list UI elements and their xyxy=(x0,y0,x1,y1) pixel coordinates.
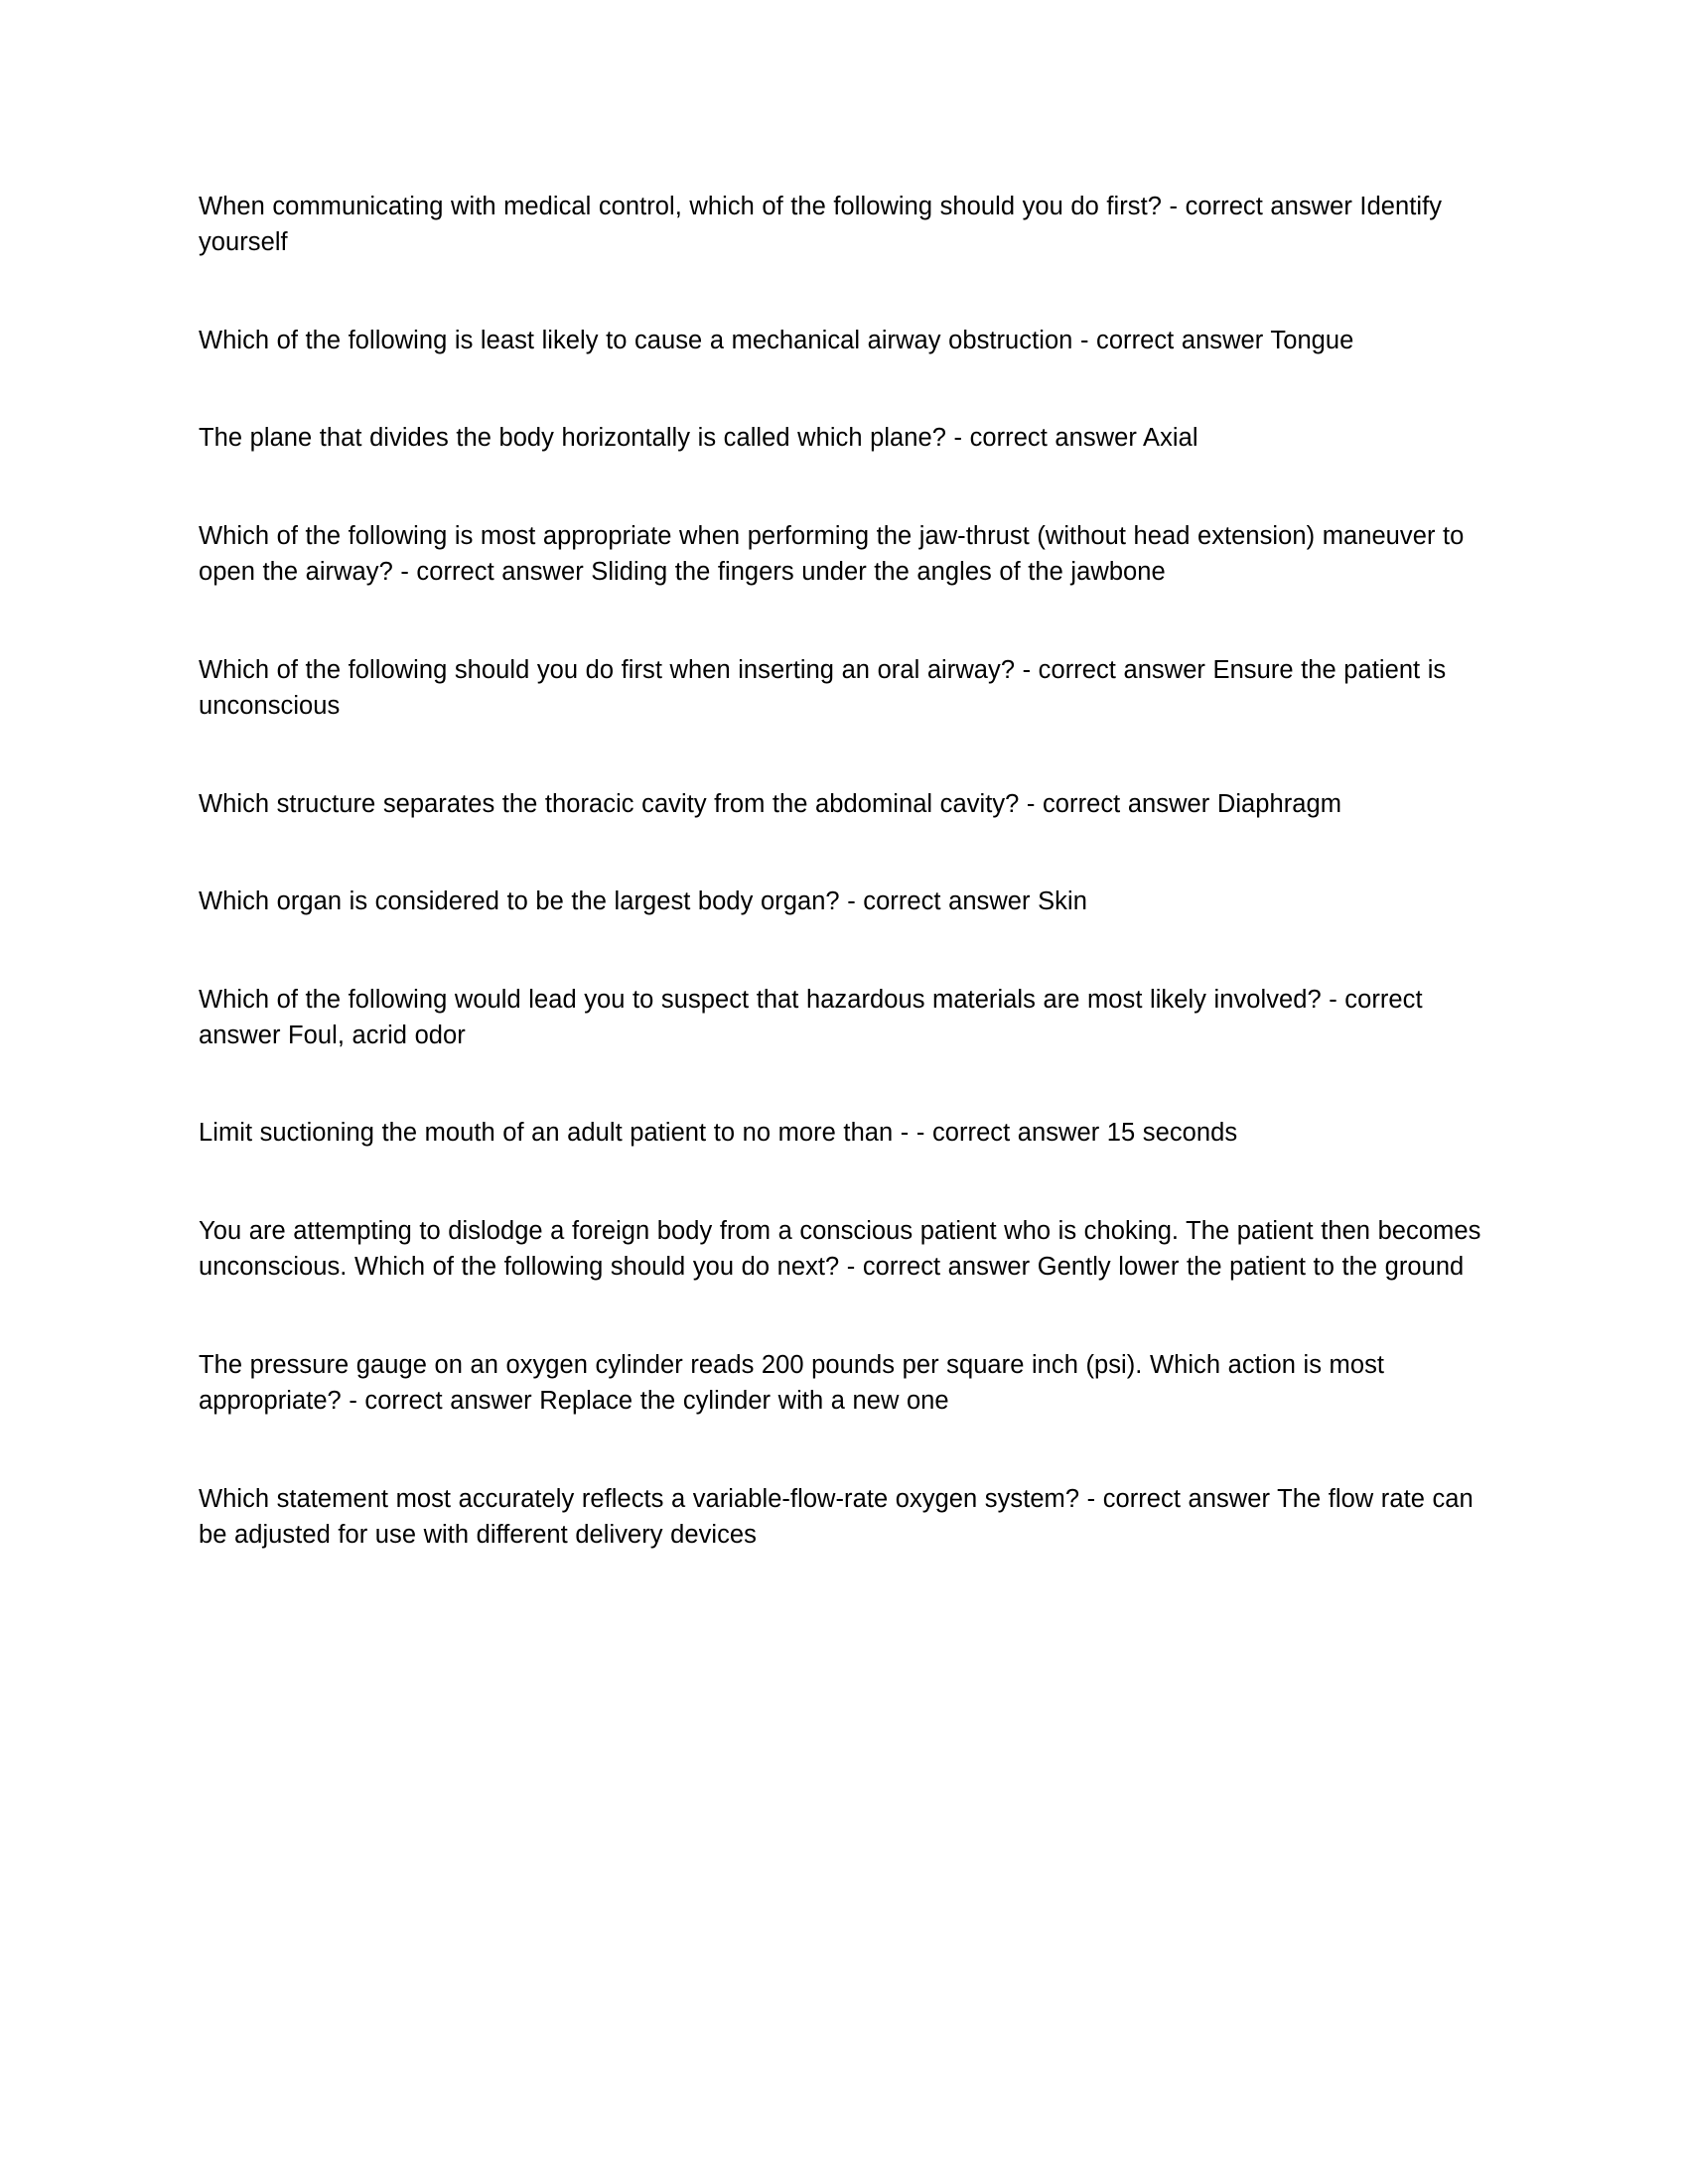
document-body xyxy=(199,189,1489,1554)
qa-item: The pressure gauge on an oxygen cylinder reads 200 pounds per square inch (psi). Which action is most appropriate? - correct answer Replace the cylinder with a new one xyxy=(199,1350,1385,1416)
qa-item: Which of the following is least likely to cause a mechanical airway obstruction - correct answer Tongue xyxy=(199,326,1354,354)
qa-item: Which statement most accurately reflects a variable-flow-rate oxygen system? - correct answer The flow rate can be adjusted for use with different delivery devices xyxy=(199,1484,1474,1550)
qa-item: Which organ is considered to be the largest body organ? - correct answer Skin xyxy=(199,887,1087,916)
qa-item: Which of the following should you do first when inserting an oral airway? - correct answer Ensure the patient is unconscious xyxy=(199,655,1447,721)
qa-item: When communicating with medical control, which of the following should you do first? - correct answer Identify yourself xyxy=(199,193,1443,257)
qa-item: Which of the following would lead you to suspect that hazardous materials are most likely involved? - correct answer Foul, acrid odor xyxy=(199,985,1423,1049)
qa-item: Limit suctioning the mouth of an adult patient to no more than - - correct answer 15 seconds xyxy=(199,1119,1238,1148)
qa-item: Which structure separates the thoracic cavity from the abdominal cavity? - correct answer Diaphragm xyxy=(199,789,1342,818)
qa-item: You are attempting to dislodge a foreign body from a conscious patient who is choking. The patient then becomes unconscious. Which of the following should you do next? - correct answer Gently lower the patient to the ground xyxy=(199,1216,1481,1282)
qa-item: The plane that divides the body horizontally is called which plane? - correct answer Axial xyxy=(199,424,1198,453)
qa-item: Which of the following is most appropriate when performing the jaw-thrust (without head extension) maneuver to open the airway? - correct answer Sliding the fingers under the angles of the jawbone xyxy=(199,521,1465,587)
